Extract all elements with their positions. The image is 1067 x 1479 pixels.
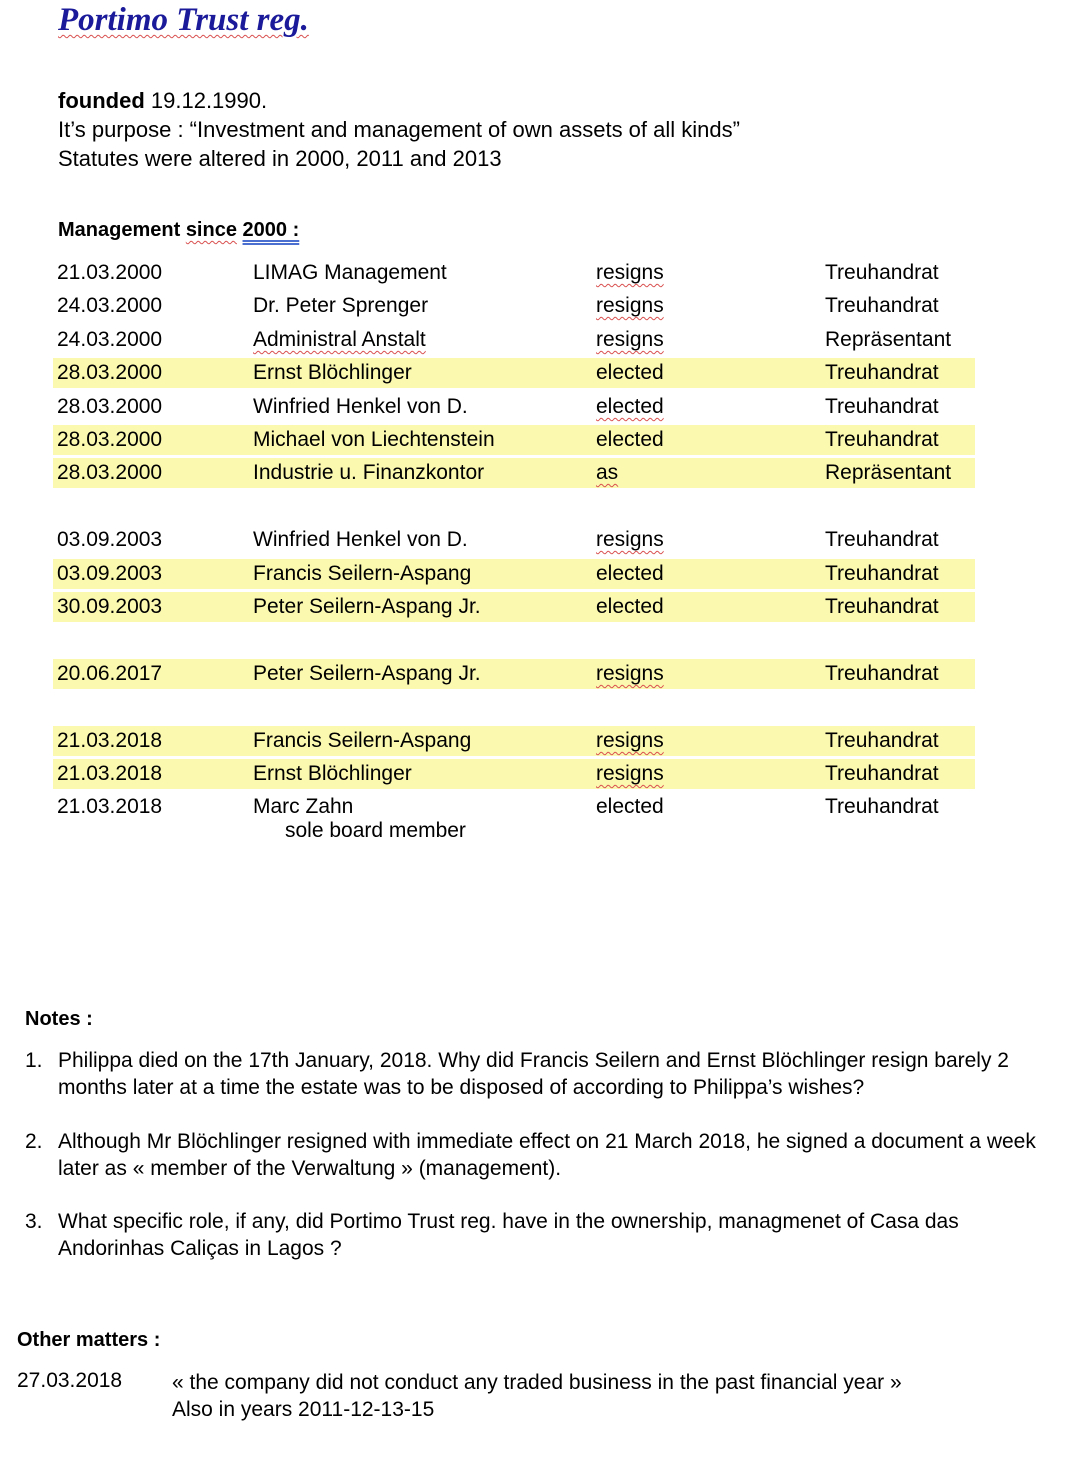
row-role: Treuhandrat <box>825 595 939 618</box>
row-name: LIMAG Management <box>253 261 447 284</box>
row-name: Peter Seilern-Aspang Jr. <box>253 662 481 685</box>
row-action: resigns <box>596 762 664 785</box>
other-matters-line-1: « the company did not conduct any traded business in the past financial year » <box>172 1371 902 1394</box>
row-action: resigns <box>596 294 664 317</box>
row-date: 28.03.2000 <box>57 461 163 484</box>
row-role: Treuhandrat <box>825 528 939 551</box>
row-name: Francis Seilern-Aspang <box>253 729 472 752</box>
management-row <box>53 392 975 422</box>
row-name: Michael von Liechtenstein <box>253 428 495 451</box>
row-name: Ernst Blöchlinger <box>253 361 412 384</box>
note-text: What specific role, if any, did Portimo Trust reg. have in the ownership, managmenet of Casa das Andorinhas Caliças in Lagos ? <box>58 1210 959 1260</box>
row-action: elected <box>596 595 664 618</box>
purpose-line: It’s purpose : “Investment and management of own assets of all kinds” <box>58 117 740 142</box>
management-heading-year: 2000 : <box>242 219 300 241</box>
row-role: Treuhandrat <box>825 428 939 451</box>
row-action: elected <box>596 562 664 585</box>
management-row <box>53 291 975 321</box>
row-date: 21.03.2018 <box>57 762 163 785</box>
other-matters-date: 27.03.2018 <box>17 1369 123 1392</box>
note-text: Philippa died on the 17th January, 2018. Why did Francis Seilern and Ernst Blöchlinger resign barely 2 months later at a time the estate was to be disposed of according to Philippa’s wishes? <box>58 1049 1009 1099</box>
row-role: Treuhandrat <box>825 562 939 585</box>
row-action: elected <box>596 795 664 818</box>
document-title <box>58 2 309 39</box>
sole-board-member-note: sole board member <box>285 819 466 842</box>
row-date: 28.03.2000 <box>57 428 163 451</box>
row-name: Winfried Henkel von D. <box>253 528 468 551</box>
row-name: Winfried Henkel von D. <box>253 395 468 418</box>
row-action: resigns <box>596 261 664 284</box>
note-number: 3. <box>25 1210 43 1233</box>
management-row <box>53 559 975 589</box>
title-text: Portimo Trust reg. <box>58 2 309 38</box>
row-name: Industrie u. Finanzkontor <box>253 461 485 484</box>
other-matters-text <box>172 1369 1052 1423</box>
row-name: Administral Anstalt <box>253 328 426 351</box>
row-role: Treuhandrat <box>825 294 939 317</box>
founded-label: founded <box>58 88 145 113</box>
management-row <box>53 592 975 622</box>
row-date: 20.06.2017 <box>57 662 163 685</box>
row-date: 24.03.2000 <box>57 328 163 351</box>
row-role: Treuhandrat <box>825 395 939 418</box>
management-heading <box>58 219 299 242</box>
row-date: 21.03.2018 <box>57 795 163 818</box>
management-row <box>53 525 975 555</box>
note-text: Although Mr Blöchlinger resigned with immediate effect on 21 March 2018, he signed a document a week later as « member of the Verwaltung » (management). <box>58 1130 1036 1180</box>
notes-heading: Notes : <box>25 1008 93 1030</box>
row-date: 21.03.2000 <box>57 261 163 284</box>
note-number: 1. <box>25 1049 43 1072</box>
row-action: as <box>596 461 619 484</box>
row-date: 28.03.2000 <box>57 395 163 418</box>
row-name: Francis Seilern-Aspang <box>253 562 472 585</box>
row-action: resigns <box>596 729 664 752</box>
row-date: 24.03.2000 <box>57 294 163 317</box>
row-date: 28.03.2000 <box>57 361 163 384</box>
management-row <box>53 759 975 789</box>
row-name: Dr. Peter Sprenger <box>253 294 429 317</box>
management-row <box>53 325 975 355</box>
management-heading-since: since <box>185 219 237 241</box>
management-row <box>53 792 975 822</box>
row-name: Ernst Blöchlinger <box>253 762 412 785</box>
management-row <box>53 458 975 488</box>
management-row <box>53 659 975 689</box>
row-date: 30.09.2003 <box>57 595 163 618</box>
row-role: Treuhandrat <box>825 795 939 818</box>
row-role: Treuhandrat <box>825 662 939 685</box>
founded-date: 19.12.1990. <box>150 88 268 113</box>
row-action: elected <box>596 361 664 384</box>
row-role: Repräsentant <box>825 461 952 484</box>
row-name: Marc Zahn <box>253 795 354 818</box>
other-matters-heading: Other matters : <box>17 1329 161 1351</box>
row-action: resigns <box>596 662 664 685</box>
row-role: Treuhandrat <box>825 261 939 284</box>
management-row <box>53 358 975 388</box>
row-date: 03.09.2003 <box>57 562 163 585</box>
management-row <box>53 726 975 756</box>
row-date: 03.09.2003 <box>57 528 163 551</box>
row-name: Peter Seilern-Aspang Jr. <box>253 595 481 618</box>
row-role: Repräsentant <box>825 328 952 351</box>
statutes-line: Statutes were altered in 2000, 2011 and 2013 <box>58 146 502 171</box>
row-action: elected <box>596 428 664 451</box>
other-matters-line-2: Also in years 2011-12-13-15 <box>172 1398 435 1421</box>
management-row <box>53 258 975 288</box>
management-heading-word: Management <box>58 219 181 241</box>
founded-line <box>58 86 267 115</box>
row-action: resigns <box>596 528 664 551</box>
row-date: 21.03.2018 <box>57 729 163 752</box>
management-row <box>53 425 975 455</box>
row-role: Treuhandrat <box>825 729 939 752</box>
row-role: Treuhandrat <box>825 361 939 384</box>
row-action: resigns <box>596 328 664 351</box>
note-number: 2. <box>25 1130 43 1153</box>
row-role: Treuhandrat <box>825 762 939 785</box>
row-action: elected <box>596 395 664 418</box>
